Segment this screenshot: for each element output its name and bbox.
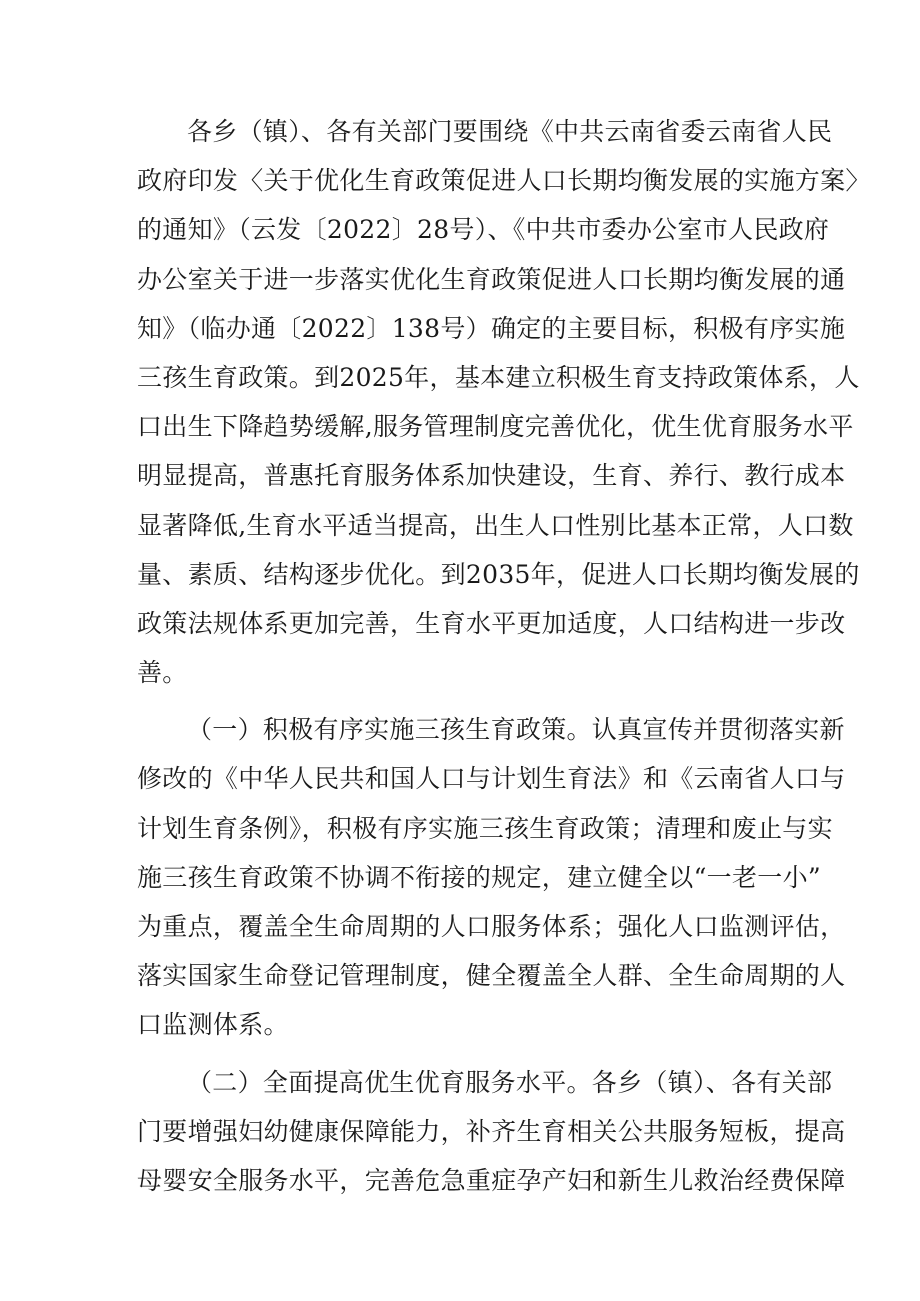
text-line: 善。 xyxy=(137,658,188,688)
text-line: 门要增强妇幼健康保障能力，补齐生育相关公共服务短板，提高 xyxy=(137,1116,846,1146)
text-line: 计划生育条例》，积极有序实施三孩生育政策；清理和废止与实 xyxy=(137,813,833,843)
text-line: 量、素质、结构逐步优化。到2035年，促进人口长期均衡发展的 xyxy=(137,559,860,589)
text-line: （一）积极有序实施三孩生育政策。认真宣传并贯彻落实新 xyxy=(187,715,845,745)
document-body xyxy=(137,107,871,1205)
paragraph-section-1 xyxy=(137,705,846,1049)
text-line: 知》（临办通〔2022〕138号）确定的主要目标，积极有序实施 xyxy=(137,313,846,343)
text-line: 施三孩生育政策不协调不衔接的规定，建立健全以“一老一小” xyxy=(137,862,821,892)
text-line: 各乡（镇）、各有关部门要围绕《中共云南省委云南省人民 xyxy=(187,117,833,146)
text-line: 政策法规体系更加完善，生育水平更加适度，人口结构进一步改 xyxy=(137,608,846,638)
text-line: 的通知》（云发〔2022〕28号）、《中共市委办公室市人民政府 xyxy=(137,215,830,245)
text-line: 母婴安全服务水平，完善危急重症孕产妇和新生儿救治经费保障 xyxy=(137,1165,846,1195)
text-line: 为重点，覆盖全生命周期的人口服务体系；强化人口监测评估， xyxy=(137,912,846,941)
text-line: 明显提高，普惠托育服务体系加快建设，生育、养行、教行成本 xyxy=(137,461,846,491)
text-line: 口出生下降趋势缓解,服务管理制度完善优化，优生优育服务水平 xyxy=(137,412,854,442)
text-line: 落实国家生命登记管理制度，健全覆盖全人群、全生命周期的人 xyxy=(137,961,846,991)
text-line: （二）全面提高优生优育服务水平。各乡（镇）、各有关部 xyxy=(187,1067,833,1097)
text-line: 三孩生育政策。到2025年，基本建立积极生育支持政策体系，人 xyxy=(137,362,860,392)
text-line: 显著降低,生育水平适当提高，出生人口性别比基本正常，人口数 xyxy=(137,510,854,540)
text-line: 口监测体系。 xyxy=(137,1010,289,1040)
text-line: 办公室关于进一步落实优化生育政策促进人口长期均衡发展的通 xyxy=(137,264,846,294)
paragraph-goals xyxy=(137,107,871,697)
text-line: 修改的《中华人民共和国人口与计划生育法》和《云南省人口与 xyxy=(137,764,846,794)
text-line: 政府印发〈关于优化生育政策促进人口长期均衡发展的实施方案〉 xyxy=(137,166,871,196)
paragraph-section-2 xyxy=(137,1058,846,1206)
